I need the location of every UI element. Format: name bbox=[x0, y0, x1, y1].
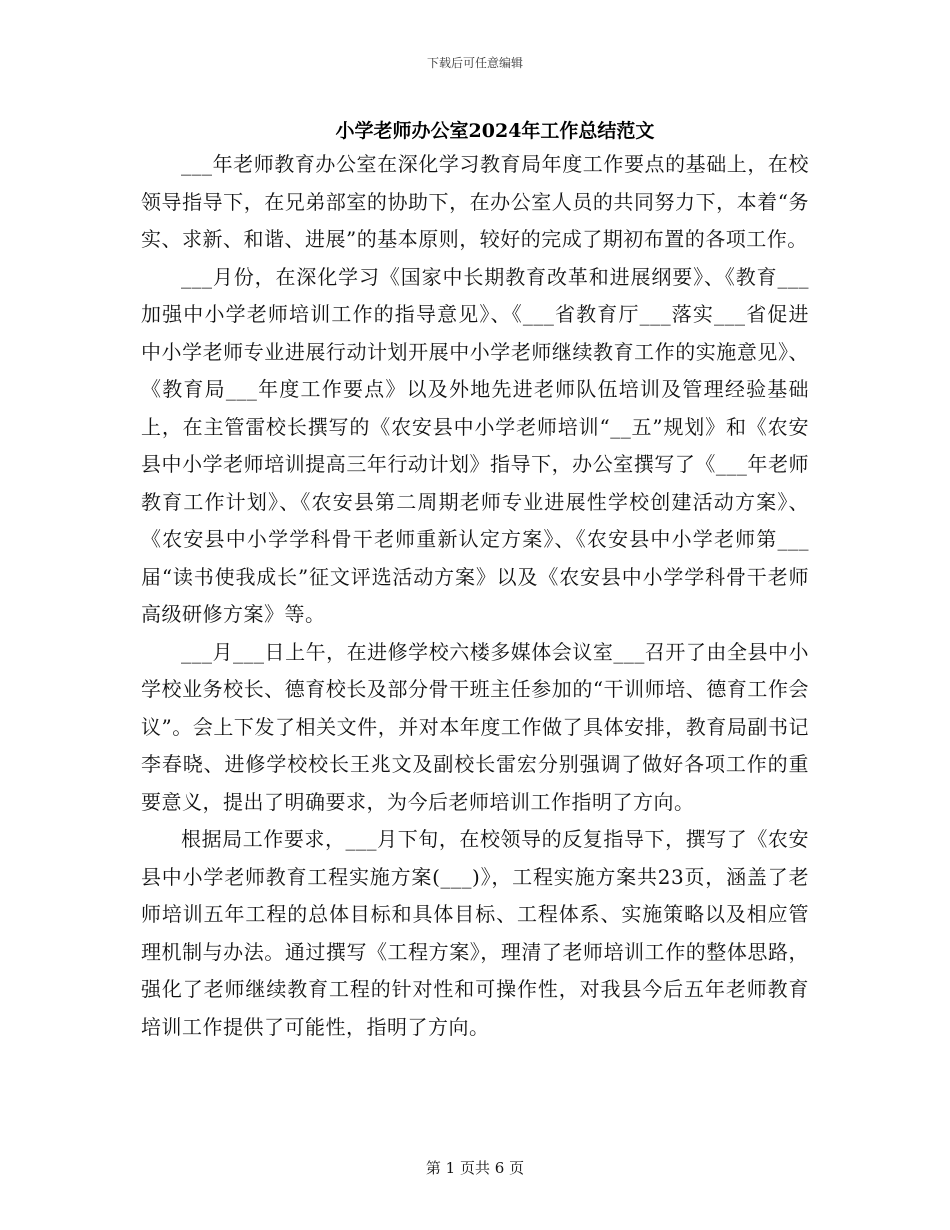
paragraph-3: ___月___日上午，在进修学校六楼多媒体会议室___召开了由全县中小学校业务校长、德育校长及部分骨干班主任参加的“干训师培、德育工作会议”。会上下发了相关文件，并对本年度工作做了具体安排，教育局副书记李春晓、进修学校校长王兆文及副校长雷宏分别强调了做好各项工作的重要意义，提出了明确要求，为今后老师培训工作指明了方向。 bbox=[141, 639, 809, 814]
header-note: 下载后可任意编辑 bbox=[426, 56, 523, 70]
page-footer: 第 1 页共 6 页 bbox=[425, 1159, 525, 1177]
paragraph-1: ___年老师教育办公室在深化学习教育局年度工作要点的基础上，在校领导指导下，在兄弟部室的协助下，在办公室人员的共同努力下，本着“务实、求新、和谐、进展”的基本原则，较好的完成了期初布置的各项工作。 bbox=[141, 152, 809, 251]
paragraph-2: ___月份，在深化学习《国家中长期教育改革和进展纲要》、《教育___加强中小学老师培训工作的指导意见》、《___省教育厅___落实___省促进中小学老师专业进展行动计划开展中小学老师继续教育工作的实施意见》、《教育局___年度工作要点》以及外地先进老师队伍培训及管理经验基础上，在主管雷校长撰写的《农安县中小学老师培训“__五”规划》和《农安县中小学老师培训提高三年行动计划》指导下，办公室撰写了《___年老师教育工作计划》、《农安县第二周期老师专业进展性学校创建活动方案》、《农安县中小学学科骨干老师重新认定方案》、《农安县中小学老师第___届“读书使我成长”征文评选活动方案》以及《农安县中小学学科骨干老师高级研修方案》等。 bbox=[141, 264, 809, 626]
document-body bbox=[141, 146, 809, 1046]
document-title: 小学老师办公室2024年工作总结范文 bbox=[335, 120, 655, 142]
paragraph-4: 根据局工作要求，___月下旬，在校领导的反复指导下，撰写了《农安县中小学老师教育工程实施方案(___)》，工程实施方案共23页，涵盖了老师培训五年工程的总体目标和具体目标、工程体系、实施策略以及相应管理机制与办法。通过撰写《工程方案》，理清了老师培训工作的整体思路，强化了老师继续教育工程的针对性和可操作性，对我县今后五年老师教育培训工作提供了可能性，指明了方向。 bbox=[141, 827, 809, 1039]
